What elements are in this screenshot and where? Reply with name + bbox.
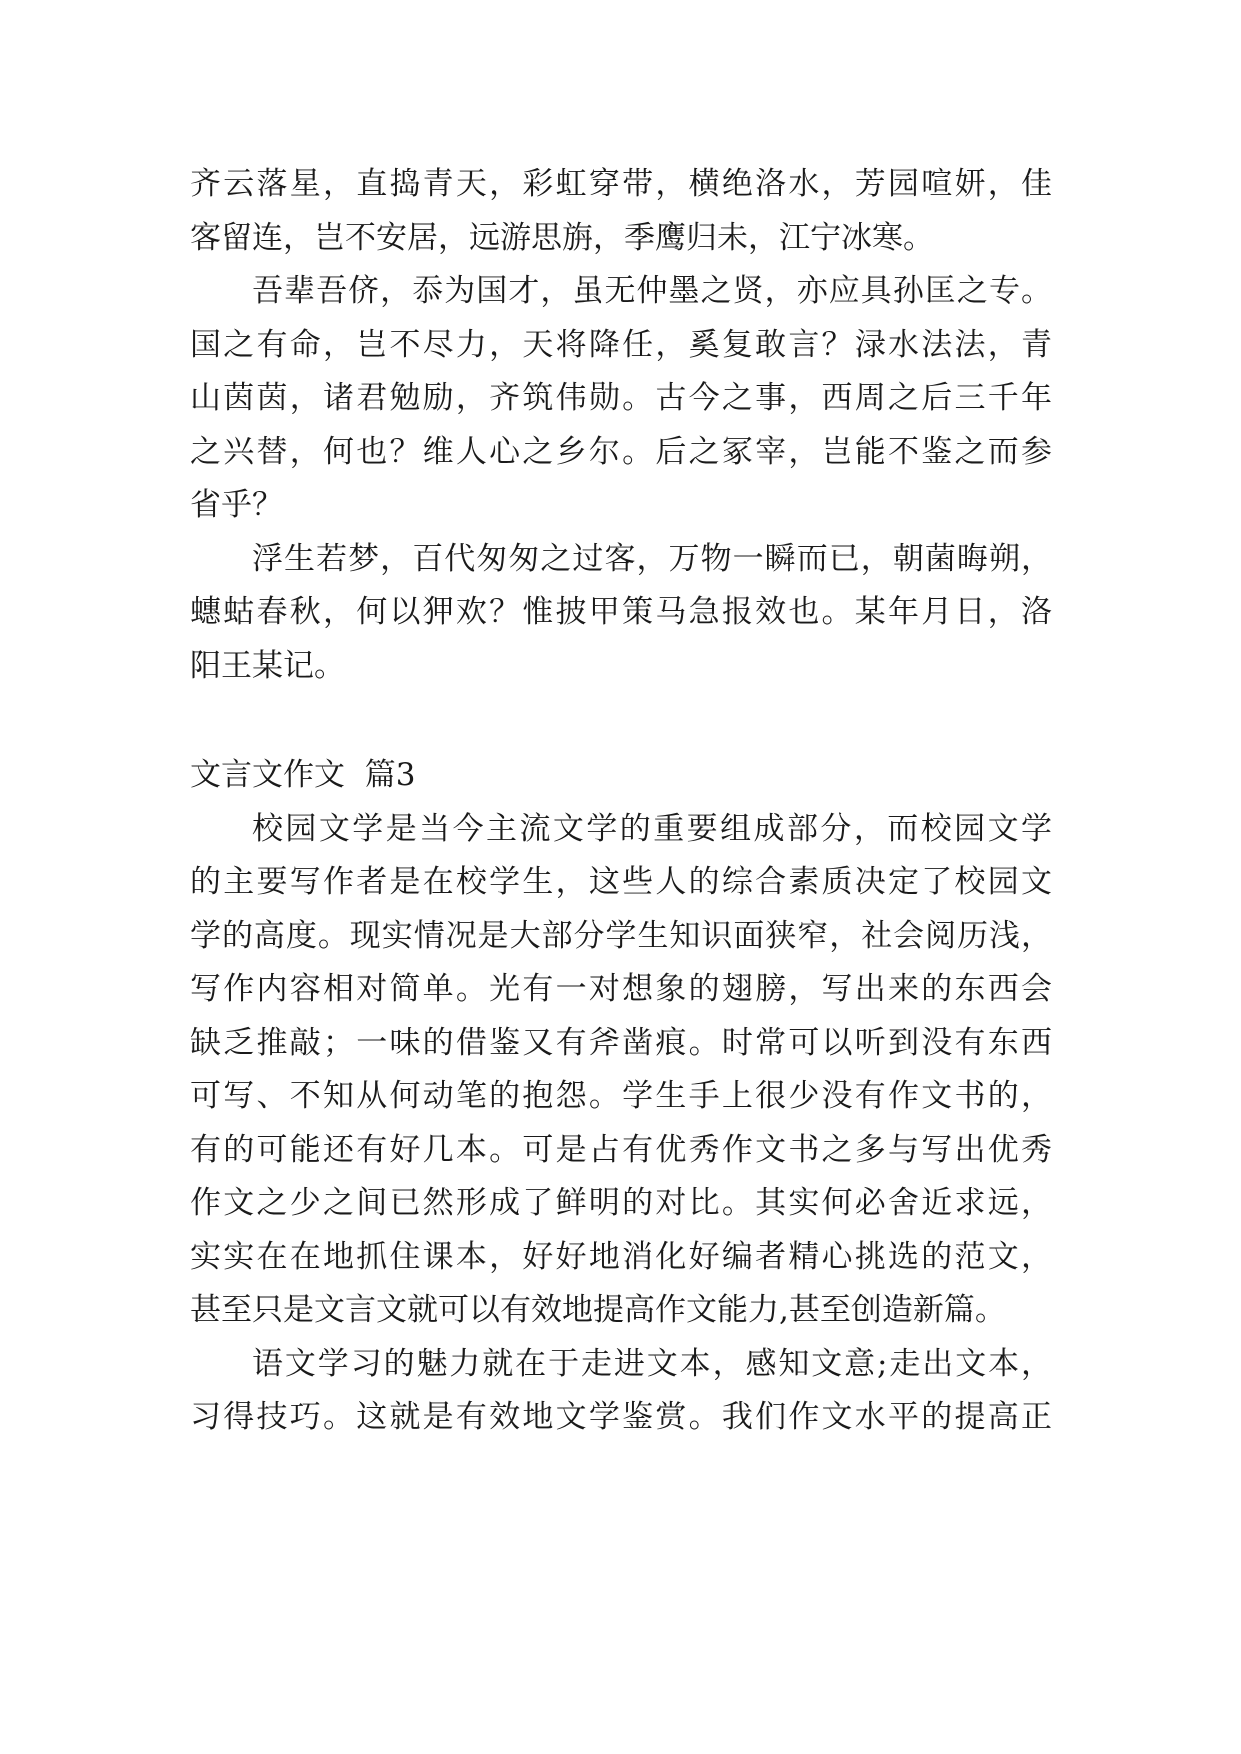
text-line: 阳王某记。 — [190, 647, 345, 684]
section-title: 文言文作文 篇3 — [190, 757, 416, 793]
text-line: 校园文学是当今主流文学的重要组成部分，而校园文学 — [252, 810, 1052, 847]
paragraph — [190, 1338, 1052, 1445]
text-line: 写作内容相对简单。光有一对想象的翅膀，写出来的东西会 — [190, 971, 1052, 1007]
text-line: 之兴替，何也？维人心之乡尔。后之冢宰，岂能不鉴之而参 — [190, 433, 1052, 470]
text-line: 国之有命，岂不尽力，天将降任，奚复敢言？渌水法法，青 — [190, 326, 1052, 363]
text-line: 浮生若梦，百代匆匆之过客，万物一瞬而已，朝菌晦朔， — [252, 540, 1052, 577]
text-line: 实实在在地抓住课本，好好地消化好编者精心挑选的范文， — [190, 1238, 1052, 1275]
text-line: 语文学习的魅力就在于走进文本，感知文意;走出文本， — [252, 1345, 1052, 1382]
text-line: 的主要写作者是在校学生，这些人的综合素质决定了校园文 — [190, 864, 1052, 900]
text-line: 甚至只是文言文就可以有效地提高作文能力,甚至创造新篇。 — [190, 1292, 1006, 1328]
text-line: 可写、不知从何动笔的抱怨。学生手上很少没有作文书的， — [190, 1078, 1052, 1114]
text-line: 齐云落星，直捣青天，彩虹穿带，横绝洛水，芳园喧妍，佳 — [190, 166, 1052, 202]
text-line: 有的可能还有好几本。可是占有优秀作文书之多与写出优秀 — [190, 1131, 1052, 1168]
text-line: 作文之少之间已然形成了鲜明的对比。其实何必舍近求远， — [190, 1185, 1052, 1221]
text-line: 省乎？ — [190, 487, 283, 523]
text-line: 蟪蛄春秋，何以狎欢？惟披甲策马急报效也。某年月日，洛 — [190, 594, 1052, 630]
paragraph — [190, 158, 1052, 265]
document-body — [190, 158, 1052, 1445]
text-line: 缺乏推敲；一味的借鉴又有斧凿痕。时常可以听到没有东西 — [190, 1024, 1052, 1061]
text-line: 学的高度。现实情况是大部分学生知识面狭窄，社会阅历浅， — [190, 917, 1052, 954]
paragraph — [190, 533, 1052, 694]
paragraph-spacer — [190, 693, 1052, 749]
text-line: 客留连，岂不安居，远游思旃，季鹰归未，江宁冰寒。 — [190, 219, 934, 256]
text-line: 山茵茵，诸君勉励，齐筑伟勋。古今之事，西周之后三千年 — [190, 380, 1052, 416]
text-line: 习得技巧。这就是有效地文学鉴赏。我们作文水平的提高正 — [190, 1399, 1052, 1435]
paragraph — [190, 265, 1052, 533]
paragraph — [190, 803, 1052, 1338]
text-line: 吾辈吾侪，忝为国才，虽无仲墨之贤，亦应具孙匡之专。 — [252, 273, 1052, 309]
